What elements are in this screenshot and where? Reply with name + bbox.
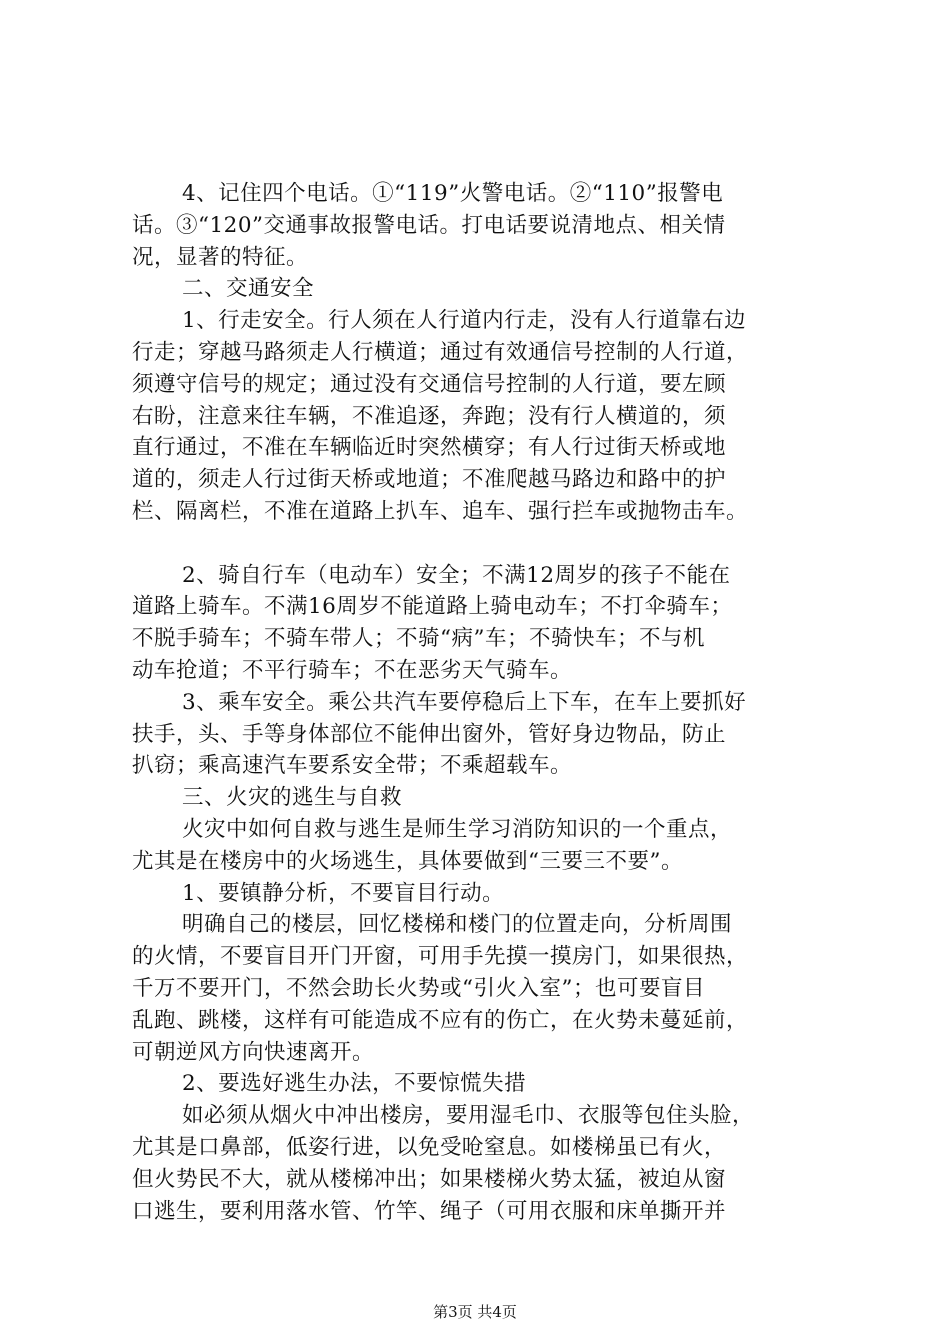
paragraph-line: 的火情，不要盲目开门开窗，可用手先摸一摸房门，如果很热， [132,944,749,970]
paragraph-line: 况，显著的特征。 [132,244,309,270]
paragraph-line: 话。③“120”交通事故报警电话。打电话要说清地点、相关情 [132,212,726,238]
paragraph-line: 须遵守信号的规定；通过没有交通信号控制的人行道，要左顾 [132,371,727,397]
paragraph-line: 如必须从烟火中冲出楼房，要用湿毛巾、衣服等包住头脸， [182,1103,755,1129]
paragraph-line: 千万不要开门，不然会助长火势或“引火入室”；也可要盲目 [132,975,705,1001]
paragraph-line: 尤其是在楼房中的火场逃生，具体要做到“三要三不要”。 [132,848,683,874]
paragraph-line: 明确自己的楼层，回忆楼梯和楼门的位置走向，分析周围 [182,912,733,938]
paragraph-line: 乱跑、跳楼，这样有可能造成不应有的伤亡，在火势未蔓延前， [132,1007,749,1033]
paragraph-line: 动车抢道；不平行骑车；不在恶劣天气骑车。 [132,657,573,683]
subheading-line: 2、要选好逃生办法，不要惊慌失措 [182,1071,527,1097]
section-heading: 三、火灾的逃生与自救 [182,785,403,811]
paragraph-line: 行走；穿越马路须走人行横道；通过有效通信号控制的人行道， [132,339,749,365]
paragraph-line: 1、行走安全。行人须在人行道内行走，没有人行道靠右边 [182,308,747,334]
paragraph-line: 右盼，注意来往车辆，不准追逐，奔跑；没有行人横道的，须 [132,403,727,429]
page-footer [0,1302,950,1322]
page-number-label: 第3页 共4页 [433,1303,517,1321]
blank-line [132,528,832,560]
paragraph-line: 直行通过，不准在车辆临近时突然横穿；有人行过街天桥或地 [132,435,727,461]
paragraph-line: 2、骑自行车（电动车）安全；不满12周岁的孩子不能在 [182,562,731,588]
paragraph-line: 道的，须走人行过街天桥或地道；不准爬越马路边和路中的护 [132,467,727,493]
paragraph-line: 可朝逆风方向快速离开。 [132,1039,375,1065]
paragraph-line: 扒窃；乘高速汽车要系安全带；不乘超载车。 [132,753,573,779]
section-heading: 二、交通安全 [182,276,315,302]
paragraph-line: 扶手，头、手等身体部位不能伸出窗外，管好身边物品，防止 [132,721,727,747]
paragraph-line: 道路上骑车。不满16周岁不能道路上骑电动车；不打伞骑车； [132,594,733,620]
paragraph-line: 4、记住四个电话。①“119”火警电话。②“110”报警电 [182,181,724,206]
subheading-line: 1、要镇静分析，不要盲目行动。 [182,880,505,906]
paragraph-line: 栏、隔离栏，不准在道路上扒车、追车、强行拦车或抛物击车。 [132,498,749,524]
paragraph-line: 不脱手骑车；不骑车带人；不骑“病”车；不骑快车；不与机 [132,626,705,652]
paragraph-line: 火灾中如何自救与逃生是师生学习消防知识的一个重点， [182,816,733,842]
document-body [132,178,832,1227]
paragraph-line: 3、乘车安全。乘公共汽车要停稳后上下车，在车上要抓好 [182,689,747,715]
paragraph-line: 但火势民不大，就从楼梯冲出；如果楼梯火势太猛，被迫从窗 [132,1166,727,1192]
paragraph-line: 口逃生，要利用落水管、竹竿、绳子（可用衣服和床单撕开并 [132,1198,727,1224]
paragraph-line: 尤其是口鼻部，低姿行进，以免受呛窒息。如楼梯虽已有火， [132,1134,727,1160]
